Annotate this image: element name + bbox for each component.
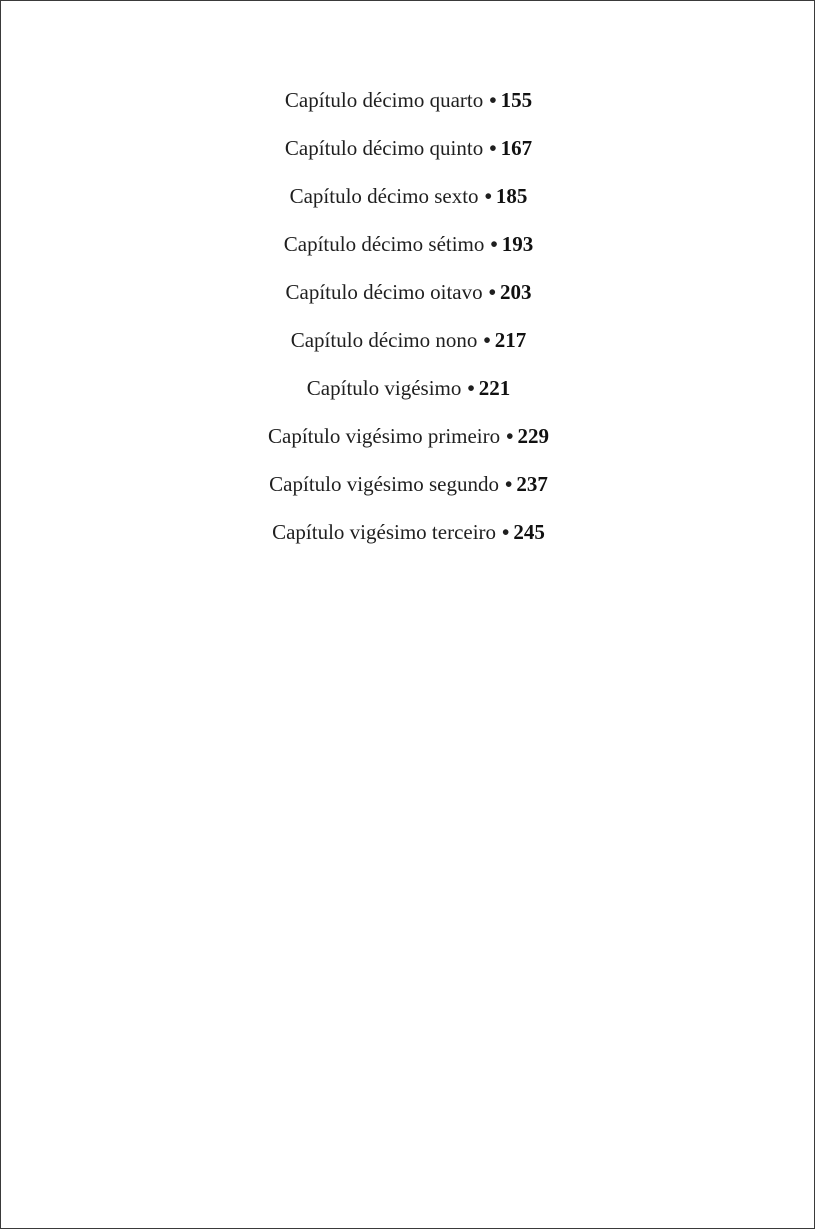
toc-entry <box>1 371 815 419</box>
bullet-separator: • <box>489 136 497 160</box>
toc-entry <box>1 83 815 131</box>
bullet-separator: • <box>506 424 514 448</box>
toc-entry-title: Capítulo vigésimo segundo <box>269 472 499 496</box>
toc-entry-page-number: 217 <box>494 328 527 352</box>
toc-entry <box>1 419 815 467</box>
bullet-separator: • <box>502 520 510 544</box>
toc-entry-page-number: 155 <box>500 88 533 112</box>
toc-entry-title: Capítulo décimo nono <box>290 328 478 352</box>
toc-entry-title: Capítulo décimo quarto <box>284 88 484 112</box>
toc-entry-title: Capítulo décimo oitavo <box>285 280 483 304</box>
toc-entry <box>1 275 815 323</box>
toc-entry <box>1 515 815 563</box>
bullet-separator: • <box>483 328 491 352</box>
toc-entry-title: Capítulo décimo quinto <box>284 136 484 160</box>
bullet-separator: • <box>467 376 475 400</box>
toc-entry-page-number: 237 <box>516 472 548 496</box>
table-of-contents <box>1 83 815 563</box>
toc-entry-page-number: 245 <box>513 520 545 544</box>
toc-entry <box>1 323 815 371</box>
toc-entry <box>1 467 815 515</box>
bullet-separator: • <box>484 184 492 208</box>
toc-entry-title: Capítulo vigésimo <box>306 376 462 400</box>
toc-entry-page-number: 193 <box>501 232 534 256</box>
bullet-separator: • <box>488 280 496 304</box>
bullet-separator: • <box>490 232 498 256</box>
toc-entry-page-number: 221 <box>478 376 511 400</box>
toc-entry-title: Capítulo décimo sexto <box>289 184 479 208</box>
toc-entry-page-number: 229 <box>517 424 549 448</box>
bullet-separator: • <box>489 88 497 112</box>
bullet-separator: • <box>504 472 513 496</box>
toc-entry <box>1 227 815 275</box>
toc-entry-title: Capítulo décimo sétimo <box>283 232 485 256</box>
toc-entry <box>1 179 815 227</box>
toc-entry-page-number: 167 <box>500 136 533 160</box>
toc-entry-page-number: 185 <box>495 184 528 208</box>
toc-entry <box>1 131 815 179</box>
toc-entry-title: Capítulo vigésimo terceiro <box>272 520 497 544</box>
toc-entry-page-number: 203 <box>500 280 532 304</box>
toc-entry-title: Capítulo vigésimo primeiro <box>268 424 501 448</box>
